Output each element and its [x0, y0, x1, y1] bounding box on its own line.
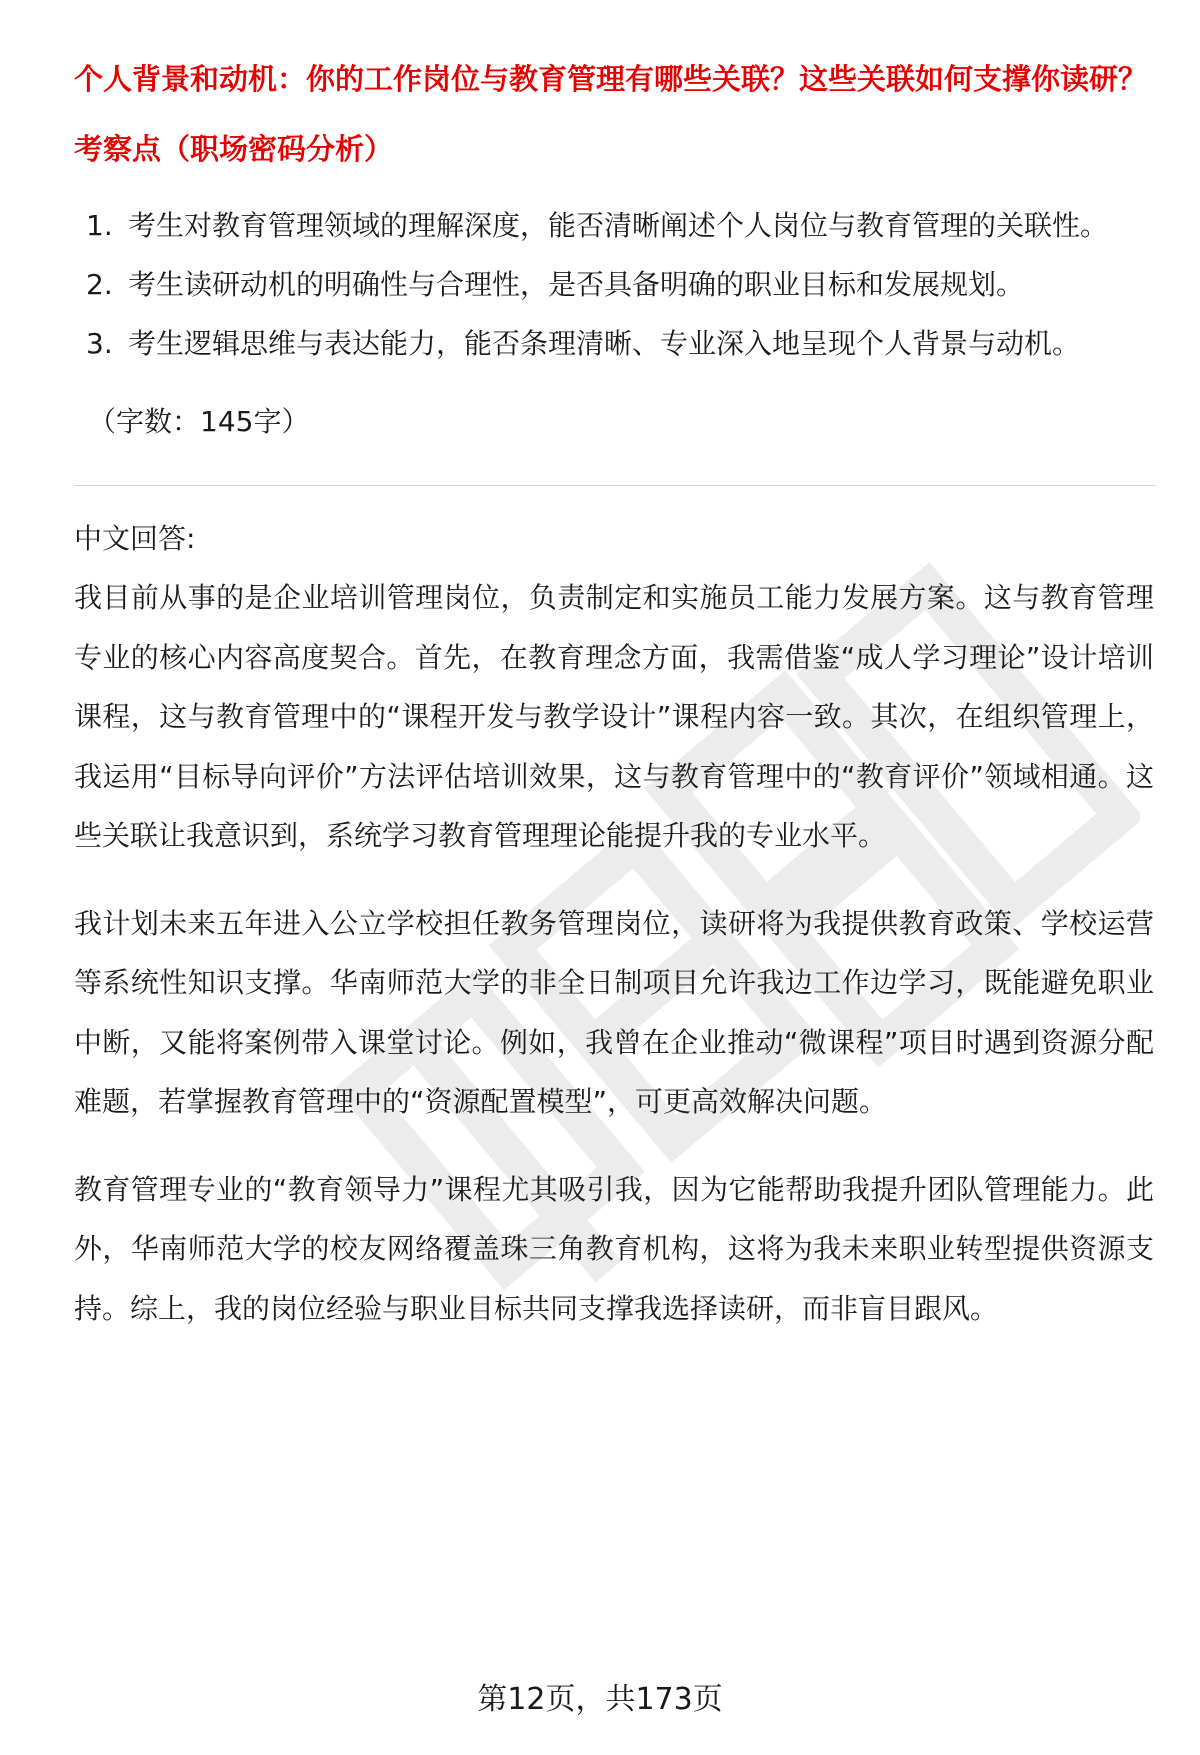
document-content	[74, 58, 1154, 1338]
list-item-text: 考生逻辑思维与表达能力，能否条理清晰、专业深入地呈现个人背景与动机。	[128, 327, 1081, 360]
word-count: （字数：145字）	[88, 405, 310, 438]
exam-points-list	[74, 196, 1154, 373]
list-item	[74, 314, 1154, 373]
answer-paragraph: 教育管理专业的“教育领导力”课程尤其吸引我，因为它能帮助我提升团队管理能力。此外，华南师范大学的校友网络覆盖珠三角教育机构，这将为我未来职业转型提供资源支持。综上，我的岗位经验与职业目标共同支撑我选择读研，而非盲目跟风。	[74, 1172, 1154, 1325]
list-item-text: 考生对教育管理领域的理解深度，能否清晰阐述个人岗位与教育管理的关联性。	[128, 209, 1109, 242]
list-item-text: 考生读研动机的明确性与合理性，是否具备明确的职业目标和发展规划。	[128, 268, 1025, 301]
answer-label: 中文回答:	[74, 522, 196, 555]
exam-points-heading: 考察点（职场密码分析）	[74, 132, 394, 166]
list-item-number: 2.	[86, 268, 113, 301]
section-divider	[74, 485, 1156, 486]
answer-paragraph: 我计划未来五年进入公立学校担任教务管理岗位，读研将为我提供教育政策、学校运营等系统性知识支撑。华南师范大学的非全日制项目允许我边工作边学习，既能避免职业中断，又能将案例带入课堂讨论。例如，我曾在企业推动“微课程”项目时遇到资源分配难题，若掌握教育管理中的“资源配置模型”，可更高效解决问题。	[74, 906, 1154, 1118]
list-item	[74, 255, 1154, 314]
page-number-footer: 第12页，共173页	[477, 1682, 723, 1717]
list-item-number: 3.	[86, 327, 113, 360]
list-item	[74, 196, 1154, 255]
answer-paragraph: 我目前从事的是企业培训管理岗位，负责制定和实施员工能力发展方案。这与教育管理专业的核心内容高度契合。首先，在教育理念方面，我需借鉴“成人学习理论”设计培训课程，这与教育管理中的“课程开发与教学设计”课程内容一致。其次，在组织管理上，我运用“目标导向评价”方法评估培训效果，这与教育管理中的“教育评价”领域相通。这些关联让我意识到，系统学习教育管理理论能提升我的专业水平。	[74, 581, 1154, 852]
list-item-number: 1.	[86, 209, 113, 242]
question-heading: 个人背景和动机：你的工作岗位与教育管理有哪些关联？这些关联如何支撑你读研？	[74, 62, 1148, 96]
